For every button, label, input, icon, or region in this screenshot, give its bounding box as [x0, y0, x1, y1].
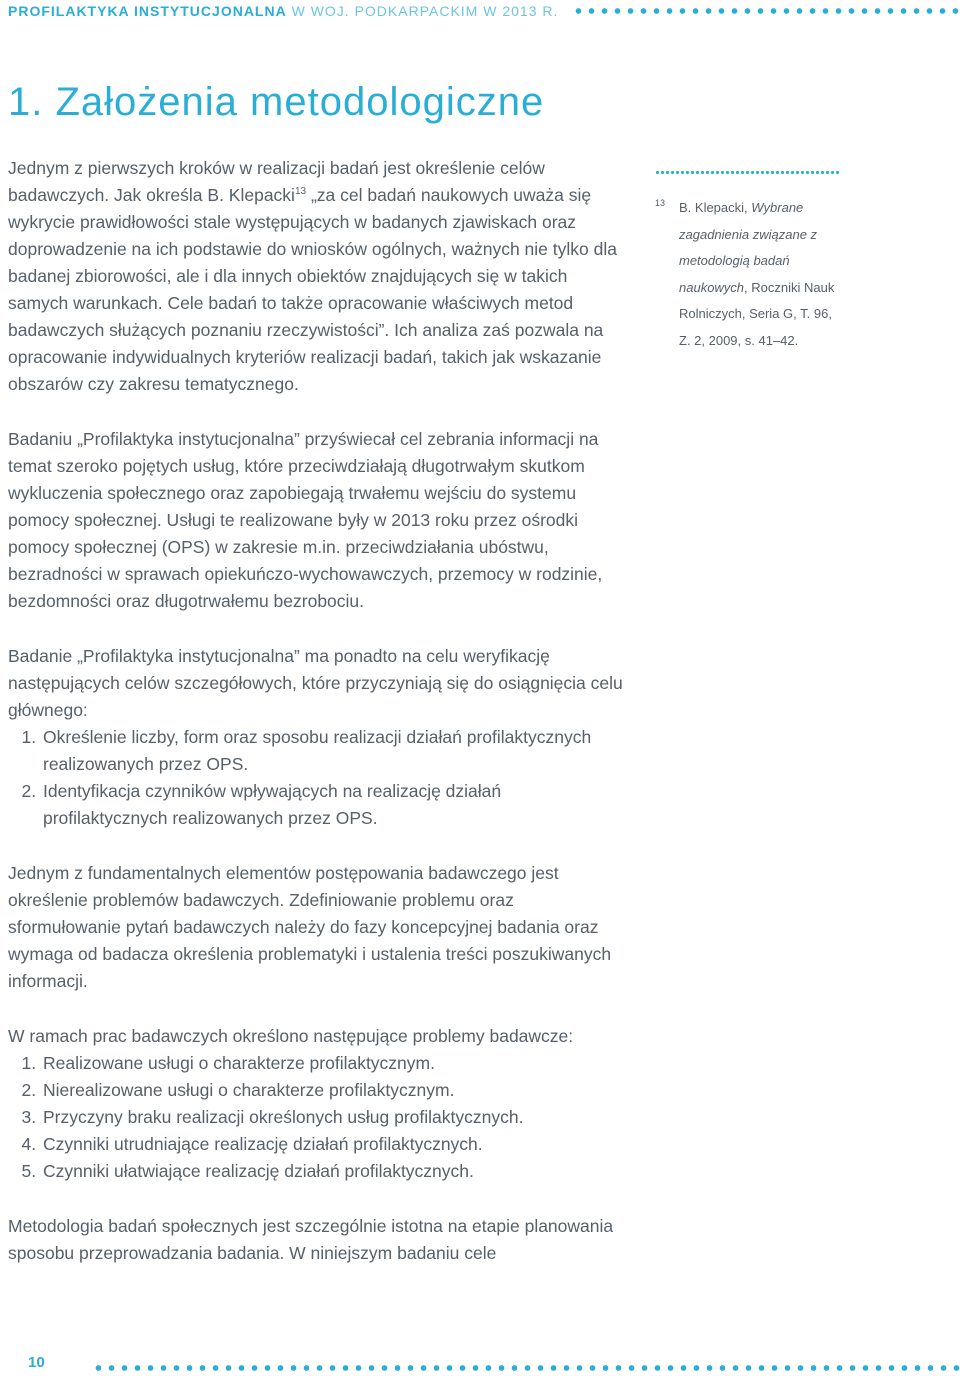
paragraph-research-problems-intro: W ramach prac badawczych określono następujące problemy badawcze: — [8, 1026, 574, 1046]
research-problems-list — [8, 1050, 628, 1185]
paragraph-research-problems-definition: Jednym z fundamentalnych elementów postępowania badawczego jest określenie problemów badawczych. Zdefiniowanie problemu oraz sformułowanie pytań badawczych należy do fazy koncepcyjnej badania oraz wymaga od badacza określenia problematyki i ustalenia treści poszukiwanych informacji. — [8, 863, 612, 991]
paragraph-detailed-goals-intro: Badanie „Profilaktyka instytucjonalna” ma ponadto na celu weryfikację następujących celów szczegółowych, które przyczyniają się do osiągnięcia celu głównego: — [8, 646, 623, 720]
paragraph-research-goals-text-b: „za cel badań naukowych uważa się wykrycie prawidłowości stale występujących w badanych zjawiskach oraz doprowadzenie na ich podstawie do wniosków ogólnych, ważnych nie tylko dla badanej zbiorowości, ale i dla innych obiektów znajdujących się w takich samych warunkach. Cele badań to także opracowanie właściwych metod badawczych służących poznaniu rzeczywistości”. Ich analiza zaś pozwala na opracowanie indywidualnych kryteriów realizacji badań, takich jak wskazanie obszarów czy zakresu tematycznego. — [8, 185, 617, 394]
section-title: 1. Założenia metodologiczne — [8, 80, 545, 124]
paragraph-research-goals — [8, 155, 628, 398]
footnote-sidebar — [655, 170, 843, 354]
header-dotted-rule — [572, 8, 960, 14]
footer-dotted-rule — [92, 1365, 960, 1371]
footnote-source: , Roczniki Nauk Rolniczych, Seria G, T. 96, Z. 2, 2009, s. 41–42. — [679, 279, 835, 348]
footnote-13 — [655, 195, 843, 354]
page-footer — [0, 1352, 960, 1376]
paragraph-research-goals-text-a: Jednym z pierwszych kroków w realizacji badań jest określenie celów badawczych. Jak określa B. Klepacki — [8, 158, 545, 205]
running-header-title-bold: PROFILAKTYKA INSTYTUCJONALNA — [8, 3, 287, 19]
footnote-number: 13 — [655, 198, 666, 208]
page-number: 10 — [28, 1354, 45, 1371]
list-item: 5. Czynniki ułatwiające realizację działań profilaktycznych. — [41, 1158, 628, 1185]
running-header-title-light: W WOJ. PODKARPACKIM W 2013 R. — [286, 3, 559, 19]
list-item: 2. Nierealizowane usługi o charakterze profilaktycznym. — [41, 1077, 628, 1104]
running-header-title — [8, 3, 558, 19]
footnote-dotted-rule — [655, 170, 841, 175]
detailed-goals-list — [8, 724, 628, 832]
footnote-work-title: Wybrane zagadnienia związane z metodologią badań naukowych — [679, 200, 818, 295]
list-item: 1. Określenie liczby, form oraz sposobu realizacji działań profilaktycznych realizowanych przez OPS. — [41, 724, 628, 778]
footnote-author: B. Klepacki, — [679, 200, 752, 215]
list-item: 2. Identyfikacja czynników wpływających na realizację działań profilaktycznych realizowanych przez OPS. — [41, 778, 628, 832]
main-text-column — [8, 155, 628, 1295]
list-item: 4. Czynniki utrudniające realizację działań profilaktycznych. — [41, 1131, 628, 1158]
list-item: 1. Realizowane usługi o charakterze profilaktycznym. — [41, 1050, 628, 1077]
paragraph-methodology: Metodologia badań społecznych jest szczególnie istotna na etapie planowania sposobu przeprowadzania badania. W niniejszym badaniu cele — [8, 1216, 614, 1263]
paragraph-study-purpose: Badaniu „Profilaktyka instytucjonalna” przyświecał cel zebrania informacji na temat szeroko pojętych usług, które przeciwdziałają długotrwałym skutkom wykluczenia społecznego oraz zapobiegają trwałemu wejściu do systemu pomocy społecznej. Usługi te realizowane były w 2013 roku przez ośrodki pomocy społecznej (OPS) w zakresie m.in. przeciwdziałania ubóstwu, bezradności w sprawach opiekuńczo-wychowawczych, przemocy w rodzinie, bezdomności oraz długotrwałemu bezrobociu. — [8, 429, 603, 611]
footnote-reference-13[interactable]: 13 — [294, 186, 307, 198]
list-item: 3. Przyczyny braku realizacji określonych usług profilaktycznych. — [41, 1104, 628, 1131]
running-header — [8, 0, 960, 22]
